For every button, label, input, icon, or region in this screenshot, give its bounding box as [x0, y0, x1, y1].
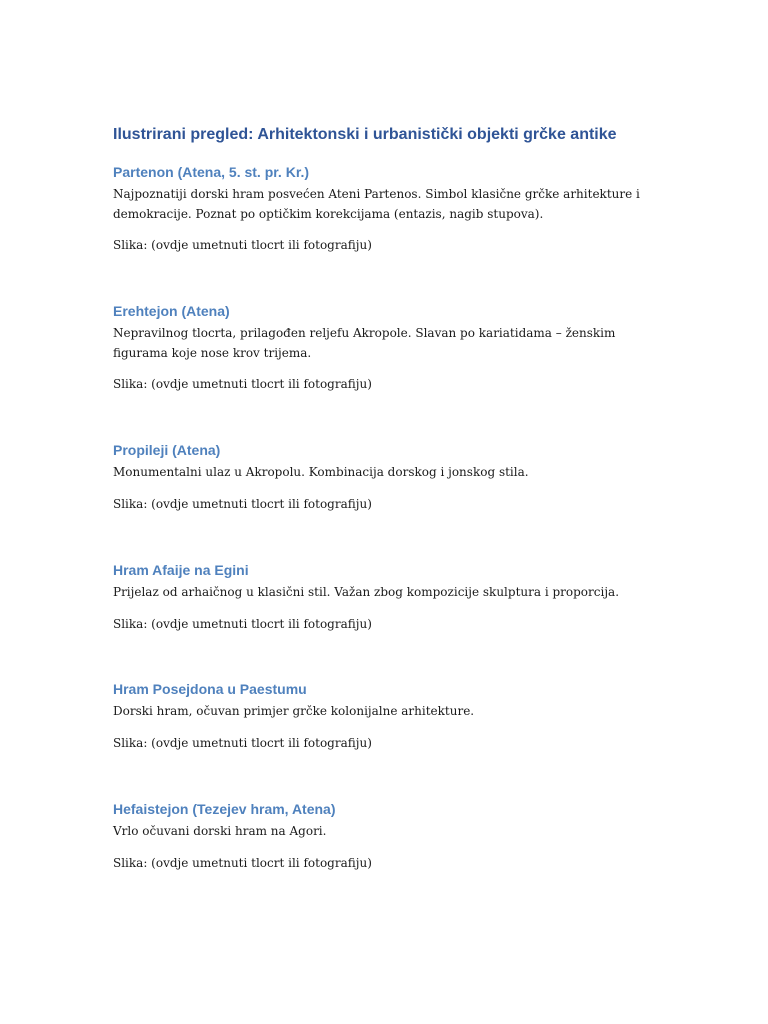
section-description: Nepravilnog tlocrta, prilagođen reljefu Akropole. Slavan po kariatidama – ženskim figurama koje nose krov trijema. [113, 326, 616, 360]
section-description: Prijelaz od arhaičnog u klasični stil. Važan zbog kompozicije skulptura i proporcija. [113, 585, 620, 599]
section-hefaistejon [113, 799, 673, 873]
document-title: Ilustrirani pregled: Arhitektonski i urbanistički objekti grčke antike [113, 126, 617, 143]
section-heading: Hram Posejdona u Paestumu [113, 681, 307, 697]
section-heading: Partenon (Atena, 5. st. pr. Kr.) [113, 164, 310, 180]
image-placeholder-note: Slika: (ovdje umetnuti tlocrt ili fotografiju) [113, 496, 372, 511]
section-description: Monumentalni ulaz u Akropolu. Kombinacija dorskog i jonskog stila. [113, 465, 529, 479]
section-hram-afaije [113, 560, 673, 634]
section-erehtejon [113, 301, 673, 395]
section-heading: Propileji (Atena) [113, 442, 221, 458]
image-placeholder-note: Slika: (ovdje umetnuti tlocrt ili fotografiju) [113, 377, 372, 391]
section-heading: Erehtejon (Atena) [113, 303, 230, 319]
image-placeholder-note: Slika: (ovdje umetnuti tlocrt ili fotografiju) [113, 616, 372, 631]
section-hram-posejdona [113, 679, 673, 753]
section-propileji [113, 440, 673, 514]
section-description: Najpoznatiji dorski hram posvećen Ateni Partenos. Simbol klasične grčke arhitekture i demokracije. Poznat po optičkim korekcijama (entazis, nagib stupova). [113, 187, 640, 221]
image-placeholder-note: Slika: (ovdje umetnuti tlocrt ili fotografiju) [113, 238, 372, 252]
section-heading: Hefaistejon (Tezejev hram, Atena) [113, 801, 336, 817]
section-partenon [113, 162, 673, 256]
section-heading: Hram Afaije na Egini [113, 562, 249, 578]
image-placeholder-note: Slika: (ovdje umetnuti tlocrt ili fotografiju) [113, 735, 372, 750]
image-placeholder-note: Slika: (ovdje umetnuti tlocrt ili fotografiju) [113, 855, 372, 870]
section-description: Dorski hram, očuvan primjer grčke kolonijalne arhitekture. [113, 704, 475, 718]
section-description: Vrlo očuvani dorski hram na Agori. [113, 824, 327, 838]
